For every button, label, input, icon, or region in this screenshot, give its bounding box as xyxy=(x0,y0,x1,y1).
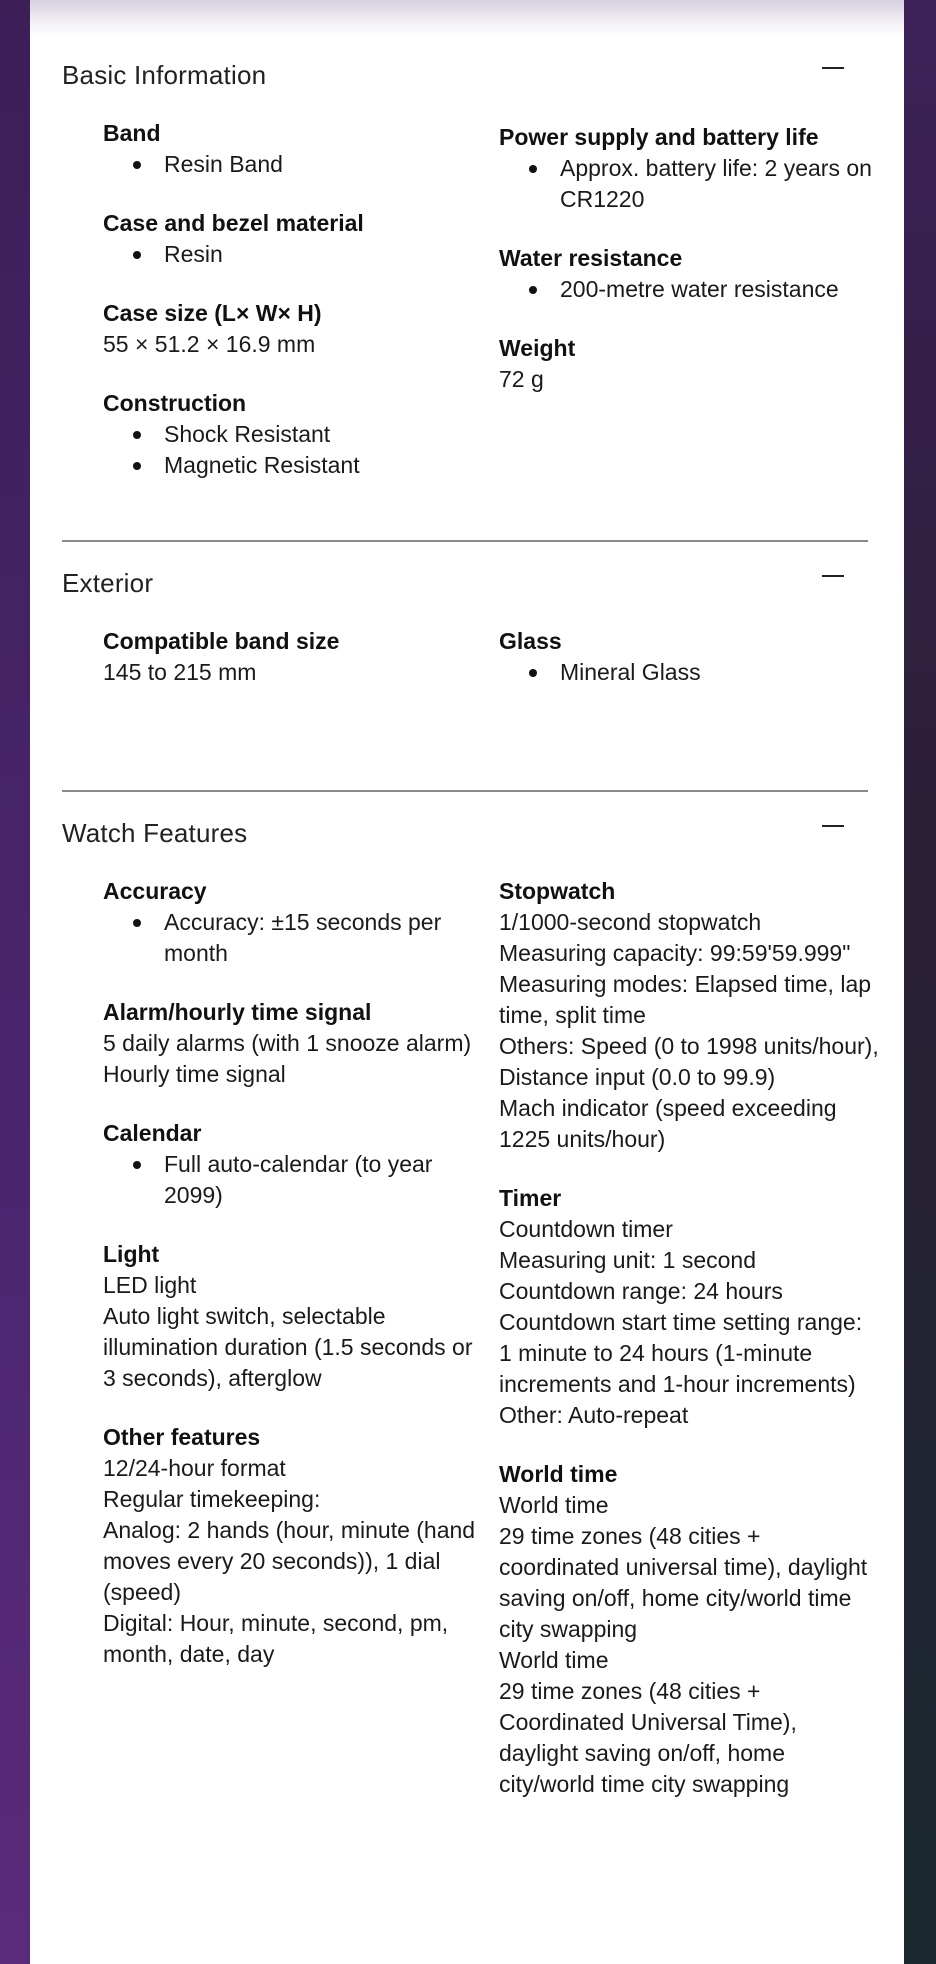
spec-title: World time xyxy=(499,1461,618,1487)
spec-item xyxy=(103,118,483,180)
spec-value: 5 daily alarms (with 1 snooze alarm) xyxy=(103,1030,472,1056)
spec-item xyxy=(103,997,483,1090)
spec-column-right xyxy=(499,876,879,1828)
spec-title: Weight xyxy=(499,335,576,361)
spec-value: 145 to 215 mm xyxy=(103,659,257,685)
spec-title: Accuracy xyxy=(103,878,207,904)
spec-value: Countdown timer xyxy=(499,1216,673,1242)
spec-bullet-list xyxy=(103,1149,483,1211)
spec-value: Countdown start time setting range: 1 minute to 24 hours (1-minute increments and 1-hour increments) xyxy=(499,1309,863,1397)
spec-value: Digital: Hour, minute, second, pm, month, date, day xyxy=(103,1610,449,1667)
spec-item xyxy=(103,1422,483,1670)
spec-value: Other: Auto-repeat xyxy=(499,1402,689,1428)
spec-value: LED light xyxy=(103,1272,197,1298)
section-basic-information[interactable] xyxy=(62,60,872,540)
section-divider xyxy=(62,790,868,792)
collapse-icon[interactable] xyxy=(822,825,844,827)
spec-title: Compatible band size xyxy=(103,628,340,654)
spec-item xyxy=(103,298,483,360)
collapse-icon[interactable] xyxy=(822,575,844,577)
spec-title: Glass xyxy=(499,628,562,654)
spec-bullet: Magnetic Resistant xyxy=(103,450,483,481)
section-exterior[interactable] xyxy=(62,568,868,788)
spec-item xyxy=(499,333,879,395)
spec-item xyxy=(103,1118,483,1211)
card-top-shadow xyxy=(30,0,904,38)
spec-title: Stopwatch xyxy=(499,878,616,904)
spec-item xyxy=(499,122,879,215)
spec-item xyxy=(499,1183,879,1431)
spec-title: Water resistance xyxy=(499,245,683,271)
spec-bullet: Shock Resistant xyxy=(103,419,483,450)
spec-bullet: 200-metre water resistance xyxy=(499,274,879,305)
spec-value: Auto light switch, selectable illumination duration (1.5 seconds or 3 seconds), afterglow xyxy=(103,1303,473,1391)
spec-title: Calendar xyxy=(103,1120,202,1146)
spec-bullet: Approx. battery life: 2 years on CR1220 xyxy=(499,153,879,215)
section-title: Basic Information xyxy=(62,60,267,90)
spec-value: Analog: 2 hands (hour, minute (hand moves every 20 seconds)), 1 dial (speed) xyxy=(103,1517,476,1605)
section-title: Watch Features xyxy=(62,818,248,848)
spec-bullet: Mineral Glass xyxy=(499,657,879,688)
spec-bullet-list xyxy=(103,907,483,969)
spec-title: Timer xyxy=(499,1185,562,1211)
spec-item xyxy=(499,243,879,305)
spec-title: Alarm/hourly time signal xyxy=(103,999,372,1025)
spec-value: 12/24-hour format xyxy=(103,1455,286,1481)
section-title: Exterior xyxy=(62,568,154,598)
spec-item xyxy=(103,1239,483,1394)
spec-item xyxy=(103,876,483,969)
spec-title: Case and bezel material xyxy=(103,210,364,236)
spec-item xyxy=(103,626,483,688)
background-left-strip xyxy=(0,0,30,1964)
spec-bullet-list xyxy=(103,239,483,270)
spec-bullet: Resin Band xyxy=(103,149,483,180)
spec-bullet-list xyxy=(499,274,879,305)
background-right-strip xyxy=(904,0,936,1964)
section-divider xyxy=(62,540,868,542)
section-watch-features[interactable] xyxy=(62,818,879,1938)
spec-title: Light xyxy=(103,1241,160,1267)
spec-item xyxy=(499,1459,879,1800)
spec-value: World time xyxy=(499,1647,609,1673)
spec-bullet-list xyxy=(103,419,483,481)
spec-item xyxy=(103,388,483,481)
spec-value: 29 time zones (48 cities + coordinated universal time), daylight saving on/off, home city/world time city swapping xyxy=(499,1523,868,1642)
spec-column-right xyxy=(499,122,879,423)
spec-value: Mach indicator (speed exceeding 1225 units/hour) xyxy=(499,1095,837,1152)
spec-value: Measuring unit: 1 second xyxy=(499,1247,756,1273)
spec-value: Countdown range: 24 hours xyxy=(499,1278,783,1304)
spec-bullet: Resin xyxy=(103,239,483,270)
spec-bullet: Full auto-calendar (to year 2099) xyxy=(103,1149,483,1211)
spec-bullet-list xyxy=(103,149,483,180)
spec-card xyxy=(30,0,904,1964)
spec-title: Band xyxy=(103,120,161,146)
spec-title: Other features xyxy=(103,1424,261,1450)
spec-value: Regular timekeeping: xyxy=(103,1486,321,1512)
spec-item xyxy=(499,876,879,1155)
spec-column-right xyxy=(499,626,879,716)
spec-column-left xyxy=(103,876,483,1698)
spec-value: Measuring modes: Elapsed time, lap time, split time xyxy=(499,971,872,1028)
spec-column-left xyxy=(103,118,483,509)
spec-title: Case size (L× W× H) xyxy=(103,300,322,326)
spec-value: 29 time zones (48 cities + Coordinated Universal Time), daylight saving on/off, home city/world time city swapping xyxy=(499,1678,797,1797)
spec-value: 1/1000-second stopwatch xyxy=(499,909,762,935)
spec-title: Construction xyxy=(103,390,247,416)
spec-value: World time xyxy=(499,1492,609,1518)
spec-title: Power supply and battery life xyxy=(499,124,819,150)
spec-value: 72 g xyxy=(499,366,544,392)
spec-bullet-list xyxy=(499,657,879,688)
spec-bullet: Accuracy: ±15 seconds per month xyxy=(103,907,483,969)
spec-item xyxy=(499,626,879,688)
spec-value: Measuring capacity: 99:59'59.999" xyxy=(499,940,851,966)
spec-bullet-list xyxy=(499,153,879,215)
spec-value: Others: Speed (0 to 1998 units/hour), Distance input (0.0 to 99.9) xyxy=(499,1033,879,1090)
spec-value: Hourly time signal xyxy=(103,1061,286,1087)
spec-item xyxy=(103,208,483,270)
spec-value: 55 × 51.2 × 16.9 mm xyxy=(103,331,316,357)
spec-column-left xyxy=(103,626,483,716)
collapse-icon[interactable] xyxy=(822,67,844,69)
